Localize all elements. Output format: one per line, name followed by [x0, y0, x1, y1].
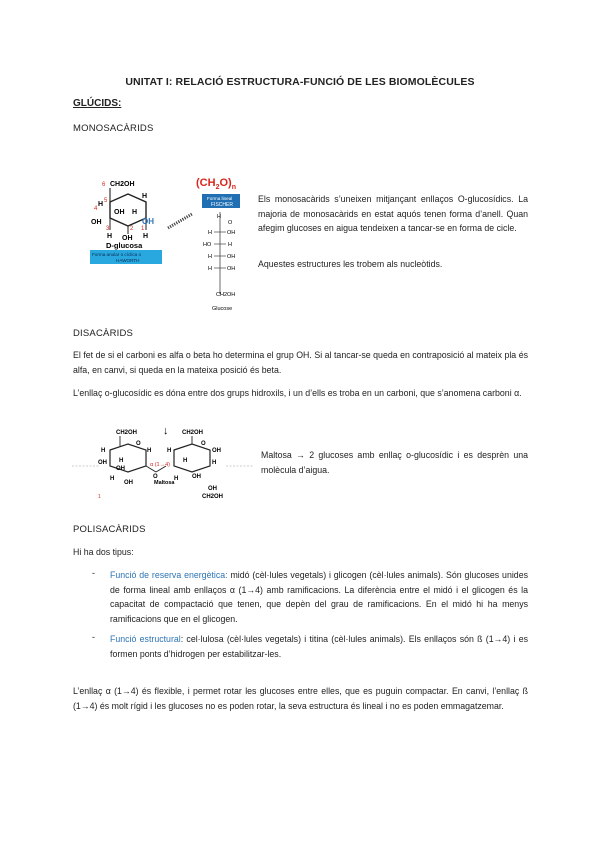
heading-polisacarids: POLISACÀRIDS — [73, 524, 146, 535]
text-reserva: midó (cèl·lules vegetals) i glicogen (cèl·lules animals). Són glucoses unides de forma lineal amb enllaços α (1→4) amb ramificacions. La diferència entre el midó i el glicogen és la capacitat de compactació que tenen, que depèn del grau de ramificacions. En el midó hi ha menys ramificacions que en el glicogen. — [110, 570, 528, 624]
fischer-oh3: OH — [227, 254, 236, 260]
ring-oh4: OH — [122, 235, 133, 242]
maltose-left-h2: H — [119, 458, 124, 464]
maltose-left-oh2: OH — [116, 466, 125, 472]
fischer-h4: H — [208, 266, 212, 272]
fischer-h1: H — [208, 230, 212, 236]
maltose-bridge-o: O — [153, 474, 158, 480]
fischer-oh1: OH — [227, 230, 236, 236]
maltose-right-ch2oh-2: CH2OH — [202, 494, 224, 500]
ring-h4: H — [107, 233, 113, 240]
maltose-left-o: O — [136, 441, 141, 447]
fischer-projection — [196, 177, 240, 312]
ring-name: D-glucosa — [106, 241, 143, 250]
ring-n5: 5 — [104, 198, 108, 204]
list-item-estructural — [110, 632, 528, 661]
maltose-red-mark: 1 — [98, 494, 101, 500]
formula-sub2: 2 — [215, 184, 220, 191]
maltose-figure — [70, 418, 255, 500]
maltose-right-oh1: OH — [212, 448, 221, 454]
maltose-right-oh2: OH — [192, 474, 201, 480]
document-title: UNITAT I: RELACIÓ ESTRUCTURA-FUNCIÓ DE LES BIOMOLÈCULES — [125, 76, 475, 88]
section-glucids: GLÚCIDS: — [73, 98, 122, 109]
fischer-oh4: OH — [227, 266, 236, 272]
formula-n: n — [231, 184, 236, 191]
list-item-reserva — [110, 568, 528, 626]
maltose-left-oh3: OH — [124, 480, 133, 486]
svg-text:(CH2O)n — [196, 177, 236, 191]
ring-h3: H — [132, 209, 138, 216]
maltose-right-h2: H — [183, 458, 188, 464]
fischer-label-2: FISCHER — [211, 202, 233, 208]
haworth-ring — [90, 181, 162, 264]
maltose-left-h1: H — [101, 448, 106, 454]
disacarids-paragraph-3: Maltosa → 2 glucoses amb enllaç o-glucosídic i es desprèn una molècula d’aigua. — [261, 450, 528, 475]
ring-oh2: OH — [91, 219, 102, 226]
ring-h5: H — [143, 233, 149, 240]
monosacarids-paragraph-1: Els monosacàrids s’uneixen mitjançant enllaços O-glucosídics. La majoria de monosacàrids en estat aquós tenen forma d’anell. Quan afegim glucoses en aigua tendeixen a tancar-se en forma de cicle. — [258, 194, 528, 233]
ring-n6: 6 — [102, 182, 106, 188]
maltose-arrow: ↓ — [163, 425, 169, 437]
fischer-o-top: O — [228, 220, 233, 226]
haworth-caption-2: HAWORTH — [116, 258, 140, 263]
heading-monosacarids: MONOSACÀRIDS — [73, 123, 154, 134]
ring-n2: 2 — [130, 226, 134, 232]
text-estructural: : cel·lulosa (cèl·lules vegetals) i titina (cèl·lules animals). Els enllaços són ß (1→4) i es formen ponts d’hidrogen per estabilitzar-les. — [110, 634, 528, 659]
ring-oh1: OH — [114, 209, 125, 216]
maltose-right-oh3: OH — [208, 486, 217, 492]
glucose-structures-svg — [90, 172, 250, 312]
label-estructural: Funció estructural — [110, 634, 181, 644]
ring-ch2oh: CH2OH — [110, 181, 135, 188]
glucose-figure — [90, 172, 250, 312]
bullet-1-marker: - — [92, 568, 95, 578]
haworth-caption-1: Forma anular o cíclica o — [92, 252, 142, 257]
maltose-left-ch2oh: CH2OH — [116, 430, 138, 436]
heading-disacarids: DISACÀRIDS — [73, 328, 134, 339]
fischer-ch2oh: CH2OH — [216, 292, 236, 298]
maltose-right-o: O — [201, 441, 206, 447]
fischer-label-1: Forma lineal — [207, 196, 233, 201]
ring-n4: 4 — [94, 206, 98, 212]
polisacarids-intro: Hi ha dos tipus: — [73, 547, 134, 557]
fischer-name: Glucose — [212, 306, 233, 312]
maltose-left-h4: H — [110, 476, 115, 482]
ring-h1: H — [98, 201, 104, 208]
ring-n1: 1 — [141, 226, 145, 232]
ring-oh3: OH — [142, 217, 154, 226]
formula-o: O) — [219, 177, 232, 189]
maltose-left-h3: H — [147, 448, 152, 454]
fischer-h2: H — [228, 242, 232, 248]
closing-paragraph: L’enllaç α (1→4) és flexible, i permet rotar les glucoses entre elles, que es puguin compactar. En canvi, l’enllaç ß (1→4) és molt rígid i les glucoses no es poden rotar, la seva estructura és lineal i no es poden emmagatzemar. — [73, 686, 528, 711]
maltose-name: Maltosa — [154, 480, 175, 486]
maltose-right-h4: H — [174, 476, 179, 482]
disacarids-paragraph-1: El fet de si el carboni es alfa o beta ho determina el grup OH. Si al tancar-se queda en contraposició al mateix pla és alfa, en canvi, si queda en la mateixa posició és beta. — [73, 350, 528, 375]
connector-squiggle — [168, 214, 192, 228]
ring-n3: 3 — [106, 226, 110, 232]
fischer-ho2: HO — [203, 242, 212, 248]
maltose-left-oh1: OH — [98, 460, 107, 466]
disacarids-paragraph-2: L’enllaç o-glucosídic es dóna entre dos grups hidroxils, i un d’ells es troba en un carboni, que s’anomena carboni α. — [73, 388, 522, 398]
monosacarids-paragraph-2: Aquestes estructures les trobem als nucleòtids. — [258, 259, 443, 269]
formula-main: (CH — [196, 177, 216, 189]
fischer-h3: H — [208, 254, 212, 260]
maltose-right-h3: H — [212, 460, 217, 466]
bullet-2-marker: - — [92, 632, 95, 642]
maltose-bond: α (1→4) — [150, 462, 170, 468]
maltose-right-ch2oh: CH2OH — [182, 430, 204, 436]
maltose-svg — [70, 418, 255, 500]
fischer-h-top: H — [217, 214, 221, 220]
label-reserva: Funció de reserva energètica: — [110, 570, 228, 580]
maltose-right-h1: H — [167, 448, 172, 454]
ring-h2: H — [142, 193, 148, 200]
